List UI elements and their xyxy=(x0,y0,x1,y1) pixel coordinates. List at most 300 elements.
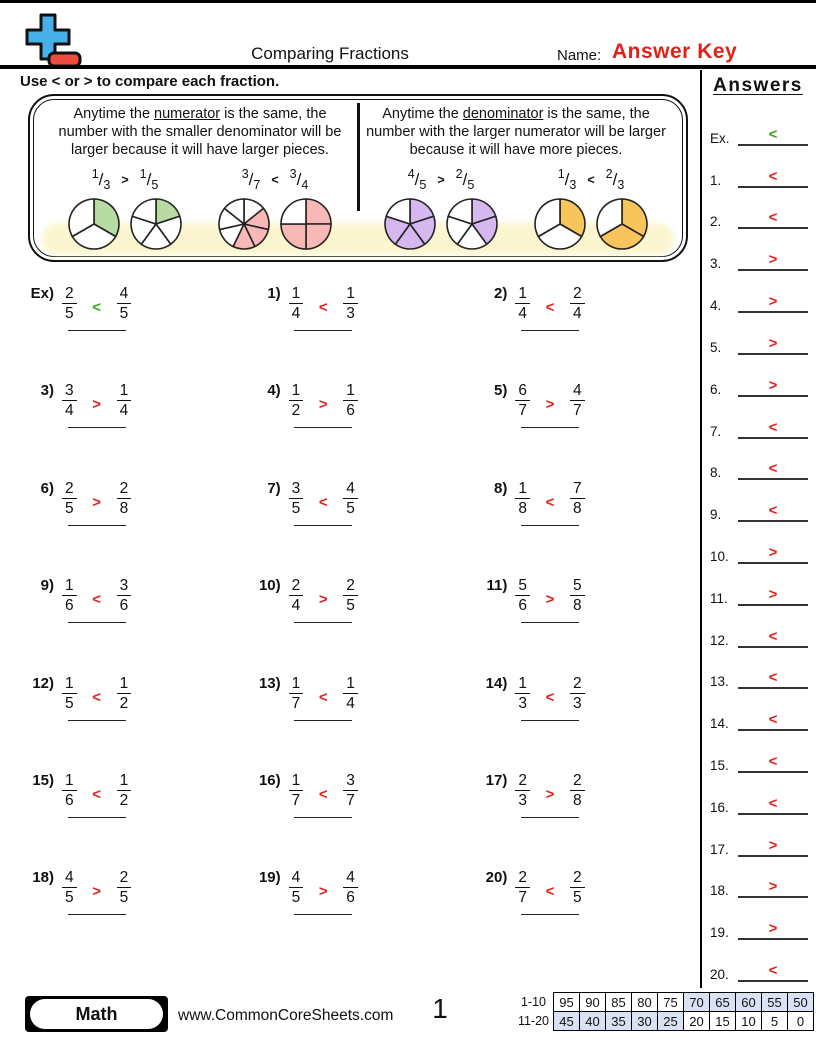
numerator: 1 xyxy=(291,382,301,400)
fraction xyxy=(515,381,530,420)
answer-symbol: < xyxy=(768,209,778,227)
numerator: 2 xyxy=(572,771,582,789)
score-value: 80 xyxy=(632,993,658,1012)
denominator: 6 xyxy=(62,790,77,810)
fraction xyxy=(62,479,77,518)
score-value: 30 xyxy=(632,1012,658,1031)
answer-number: 12. xyxy=(710,632,729,648)
score-value: 20 xyxy=(684,1012,710,1031)
score-value: 50 xyxy=(788,993,814,1012)
fraction xyxy=(343,284,358,323)
answer-number: 1. xyxy=(710,172,722,188)
denominator: 5 xyxy=(570,887,585,907)
score-value: 15 xyxy=(710,1012,736,1031)
numerator: 3 xyxy=(241,166,249,181)
fraction xyxy=(343,868,358,907)
answer-number: 18. xyxy=(710,883,729,899)
answer-line xyxy=(738,665,808,689)
numerator: 3 xyxy=(119,577,129,595)
denominator: 7 xyxy=(515,400,530,420)
numerator: 2 xyxy=(572,869,582,887)
answer-symbol: > xyxy=(768,878,778,896)
problem xyxy=(245,771,472,868)
pie-chart-2-of-3 xyxy=(595,197,649,251)
comparison-answer: < xyxy=(92,688,102,706)
answer-symbol: < xyxy=(768,711,778,729)
numerator: 1 xyxy=(65,577,74,595)
answer-line xyxy=(738,958,808,982)
answer-line xyxy=(738,373,808,397)
fraction-slash: / xyxy=(414,169,420,189)
numerator: 1 xyxy=(65,771,74,789)
grading-table xyxy=(518,992,814,1031)
answer-line xyxy=(738,247,808,271)
denominator: 5 xyxy=(62,887,77,907)
pie-chart-1-of-5 xyxy=(129,197,183,251)
answer-line xyxy=(738,540,808,564)
problem xyxy=(18,284,245,381)
denominator: 2 xyxy=(117,790,132,810)
denominator: 5 xyxy=(343,595,358,615)
numerator: 1 xyxy=(346,382,355,400)
problem xyxy=(471,674,698,771)
answer-line xyxy=(738,498,808,522)
answer-line xyxy=(738,833,808,857)
answer-item xyxy=(704,317,810,359)
answer-number: 17. xyxy=(710,841,729,857)
info-half-left xyxy=(42,106,358,256)
denominator: 4 xyxy=(570,303,585,323)
numerator: 1 xyxy=(291,674,301,692)
answer-line xyxy=(738,624,808,648)
score-value: 70 xyxy=(684,993,710,1012)
answer-number: 3. xyxy=(710,256,722,272)
answer-item xyxy=(704,693,810,735)
comparison-answer: > xyxy=(545,591,555,609)
numerator: 2 xyxy=(605,166,613,181)
answer-number: 15. xyxy=(710,758,729,773)
answer-symbol: < xyxy=(768,794,778,812)
problem-number: 1) xyxy=(267,285,281,302)
fraction xyxy=(117,868,132,907)
instruction-text: Use < or > to compare each fraction. xyxy=(20,73,280,90)
comparison-answer: < xyxy=(545,493,555,511)
answer-line xyxy=(738,331,808,355)
answer-item xyxy=(704,359,810,401)
answer-number: 2. xyxy=(710,214,722,230)
answer-symbol: > xyxy=(768,836,778,854)
problem xyxy=(18,674,245,771)
numerator: 1 xyxy=(119,674,129,692)
answer-item xyxy=(704,150,810,192)
denominator: 4 xyxy=(515,303,530,323)
answer-item xyxy=(704,819,810,861)
denominator: 8 xyxy=(570,790,585,810)
score-value: 90 xyxy=(580,993,606,1012)
denominator: 3 xyxy=(343,303,358,323)
answer-number: 4. xyxy=(710,298,722,314)
fraction xyxy=(570,674,585,713)
comparison-answer: > xyxy=(545,396,555,414)
fraction xyxy=(289,674,304,713)
inline-fraction xyxy=(557,166,577,192)
denominator: 2 xyxy=(117,693,132,713)
numerator: 3 xyxy=(346,771,355,789)
pie-row xyxy=(383,197,499,251)
answer-symbol: < xyxy=(768,669,778,687)
answer-item xyxy=(704,902,810,944)
answer-item xyxy=(704,652,810,694)
pie-chart-icon xyxy=(67,197,121,251)
name-label: Name: xyxy=(557,47,602,64)
problem-number: 3) xyxy=(40,382,54,400)
score-value: 65 xyxy=(710,993,736,1012)
denominator: 7 xyxy=(289,693,304,713)
fraction xyxy=(570,284,585,323)
numerator: 1 xyxy=(346,674,355,692)
denominator: 4 xyxy=(289,303,304,323)
problem-number: 13) xyxy=(258,674,281,692)
pie-chart-icon xyxy=(383,197,437,251)
answer-item xyxy=(704,484,810,526)
problem xyxy=(18,479,245,576)
problem-number: 5) xyxy=(493,382,508,400)
numerator: 1 xyxy=(557,166,565,181)
hint-box xyxy=(28,94,688,262)
numerator: 1 xyxy=(518,285,527,302)
score-value: 95 xyxy=(554,993,580,1012)
denominator: 5 xyxy=(62,303,77,323)
answer-number: 11. xyxy=(710,590,728,606)
numerator: 1 xyxy=(291,771,301,789)
answer-key-label: Answer Key xyxy=(612,40,738,63)
score-row xyxy=(518,1012,814,1031)
numerator: 4 xyxy=(346,479,355,497)
pie-chart-1-of-3 xyxy=(533,197,587,251)
comparison-answer: < xyxy=(545,688,555,706)
answer-item xyxy=(704,944,810,986)
problem-number: 11) xyxy=(486,577,508,595)
answer-item xyxy=(704,192,810,234)
pie-chart-4-of-5 xyxy=(383,197,437,251)
denominator: 7 xyxy=(253,177,261,192)
fraction-slash: / xyxy=(462,169,468,189)
answer-line xyxy=(738,122,808,146)
info-half-right xyxy=(358,106,674,256)
answer-symbol: > xyxy=(768,251,778,269)
pie-row xyxy=(217,197,333,251)
problem-number: 18) xyxy=(32,869,54,887)
fraction xyxy=(289,868,304,907)
comparison-answer: < xyxy=(545,299,555,316)
answer-symbol: > xyxy=(768,376,778,394)
problem-number: 16) xyxy=(258,771,281,789)
problem xyxy=(18,868,245,965)
problem-number: 17) xyxy=(485,771,508,789)
denominator: 5 xyxy=(62,693,77,713)
answer-line xyxy=(738,874,808,898)
inline-fraction xyxy=(241,166,261,192)
score-range-label: 1-10 xyxy=(520,995,546,1009)
score-range-label: 11-20 xyxy=(517,1014,549,1028)
numerator: 2 xyxy=(346,577,355,595)
denominator: 6 xyxy=(515,595,530,615)
comparison-answer: > xyxy=(545,785,555,803)
answer-number: 5. xyxy=(710,339,722,355)
answer-line xyxy=(738,582,808,606)
denominator: 7 xyxy=(570,400,585,420)
fraction-slash: / xyxy=(296,169,302,189)
answer-line xyxy=(738,791,808,815)
inline-fraction xyxy=(455,166,475,192)
score-value: 5 xyxy=(762,1012,788,1031)
problem xyxy=(245,479,472,576)
comparison-answer: < xyxy=(92,299,102,316)
numerator: 7 xyxy=(572,479,582,497)
fraction xyxy=(117,479,132,518)
numerator: 4 xyxy=(572,382,582,400)
example-group xyxy=(383,164,499,251)
problem-number: 7) xyxy=(267,479,281,497)
fraction xyxy=(515,674,530,713)
numerator: 5 xyxy=(518,577,527,595)
answer-symbol: < xyxy=(768,418,778,436)
numerator: 3 xyxy=(65,382,74,400)
numerator: 2 xyxy=(291,577,301,595)
numerator: 2 xyxy=(518,771,527,789)
example-comparison xyxy=(558,164,625,196)
score-row xyxy=(518,993,814,1012)
denominator: 2 xyxy=(289,400,304,420)
problem xyxy=(471,284,698,381)
denominator: 3 xyxy=(515,790,530,810)
website-url: www.CommonCoreSheets.com xyxy=(178,1007,394,1024)
answer-number: 7. xyxy=(710,423,722,439)
answer-item xyxy=(704,401,810,443)
numerator: 2 xyxy=(572,674,582,692)
score-value: 40 xyxy=(580,1012,606,1031)
denominator: 3 xyxy=(103,177,111,192)
denominator: 3 xyxy=(569,177,577,192)
answer-symbol: < xyxy=(768,460,778,478)
denominator: 3 xyxy=(515,693,530,713)
denominator: 5 xyxy=(151,177,159,192)
answer-symbol: < xyxy=(768,753,778,770)
answer-number: 9. xyxy=(710,507,722,523)
score-value: 0 xyxy=(788,1012,814,1031)
numerator: 2 xyxy=(572,285,582,302)
example-comparison xyxy=(408,164,475,196)
problem xyxy=(245,381,472,478)
denominator: 5 xyxy=(117,887,132,907)
fraction xyxy=(289,381,304,420)
numerator: 6 xyxy=(518,382,527,400)
answer-line xyxy=(738,749,808,773)
denominator: 3 xyxy=(617,177,625,192)
answer-number: 13. xyxy=(710,674,729,690)
score-value: 55 xyxy=(762,993,788,1012)
score-value: 45 xyxy=(554,1012,580,1031)
answer-line xyxy=(738,164,808,188)
problem-number: 4) xyxy=(267,382,281,400)
fraction xyxy=(515,868,530,907)
pie-chart-3-of-7 xyxy=(217,197,271,251)
inline-fraction xyxy=(407,166,427,192)
fraction xyxy=(515,284,530,323)
problem xyxy=(18,576,245,673)
fraction xyxy=(117,771,132,810)
answer-symbol: < xyxy=(768,962,778,980)
denominator: 4 xyxy=(62,400,77,420)
inline-fraction xyxy=(289,166,309,192)
fraction xyxy=(62,868,77,907)
inline-fraction xyxy=(605,166,625,192)
comparison-answer: > xyxy=(92,396,102,414)
problem-number: 10) xyxy=(258,577,281,595)
numerator: 1 xyxy=(65,674,74,692)
comparison-answer: < xyxy=(318,299,328,316)
numerator: 4 xyxy=(119,285,129,302)
denominator: 8 xyxy=(570,595,585,615)
comparison-answer: < xyxy=(318,785,328,803)
denominator: 3 xyxy=(570,693,585,713)
problem xyxy=(18,381,245,478)
denominator: 6 xyxy=(62,595,77,615)
score-value: 60 xyxy=(736,993,762,1012)
score-value: 35 xyxy=(606,1012,632,1031)
fraction-slash: / xyxy=(98,169,104,189)
answer-symbol: > xyxy=(768,543,778,561)
denominator: 5 xyxy=(117,303,132,323)
numerator: 1 xyxy=(518,674,527,692)
problem-number: 6) xyxy=(40,479,54,497)
numerator: 2 xyxy=(119,479,129,497)
plus-minus-logo-icon xyxy=(22,12,84,70)
score-value: 25 xyxy=(658,1012,684,1031)
answers-title: Answers xyxy=(713,75,803,96)
problem xyxy=(471,771,698,868)
fraction xyxy=(570,479,585,518)
answer-number: 8. xyxy=(710,465,722,481)
example-group xyxy=(533,164,649,251)
rule-text-denominator: Anytime the denominator is the same, the number with the larger numerator will be larger because it will have more pieces. xyxy=(366,106,666,158)
problem-number: 2) xyxy=(493,285,508,302)
example-comparison xyxy=(92,164,159,196)
comparison-answer: > xyxy=(92,883,102,901)
numerator: 2 xyxy=(518,869,527,887)
subject-label: Math xyxy=(30,999,163,1029)
problem xyxy=(18,771,245,868)
answer-line xyxy=(738,916,808,940)
numerator: 3 xyxy=(291,479,301,497)
answer-item xyxy=(704,610,810,652)
fraction xyxy=(62,674,77,713)
fraction xyxy=(62,284,77,323)
example-group xyxy=(67,164,183,251)
problem xyxy=(245,576,472,673)
pie-chart-icon xyxy=(595,197,649,251)
fraction xyxy=(343,771,358,810)
answer-number: 19. xyxy=(710,925,729,941)
fraction xyxy=(515,771,530,810)
pie-chart-icon xyxy=(445,197,499,251)
fraction-slash: / xyxy=(248,169,254,189)
denominator: 8 xyxy=(515,498,530,518)
numerator: 1 xyxy=(518,479,527,497)
problem xyxy=(471,381,698,478)
denominator: 8 xyxy=(117,498,132,518)
fraction xyxy=(117,381,132,420)
numerator: 2 xyxy=(119,869,129,887)
rule-text-numerator: Anytime the numerator is the same, the number with the smaller denominator will be larger because it will have larger pieces. xyxy=(58,106,342,158)
page-number: 1 xyxy=(432,993,448,1024)
problems-grid xyxy=(18,284,698,966)
score-value: 75 xyxy=(658,993,684,1012)
fraction xyxy=(570,576,585,615)
denominator: 4 xyxy=(301,177,309,192)
denominator: 5 xyxy=(467,177,475,192)
pie-chart-icon xyxy=(279,197,333,251)
numerator: 1 xyxy=(291,285,301,302)
page-top-border xyxy=(0,0,816,3)
fraction xyxy=(289,479,304,518)
answer-item xyxy=(704,443,810,485)
answer-symbol: > xyxy=(768,293,778,311)
fraction xyxy=(289,576,304,615)
problem-number: 8) xyxy=(493,479,508,497)
problem-number: 12) xyxy=(32,674,54,692)
fraction xyxy=(62,381,77,420)
answer-number: 20. xyxy=(710,967,729,983)
denominator: 6 xyxy=(117,595,132,615)
score-value: 85 xyxy=(606,993,632,1012)
answer-symbol: < xyxy=(768,502,778,520)
denominator: 4 xyxy=(343,693,358,713)
numerator: 2 xyxy=(65,285,74,302)
example-comparison xyxy=(242,164,309,196)
denominator: 7 xyxy=(515,887,530,907)
denominator: 4 xyxy=(117,400,132,420)
answer-symbol: > xyxy=(768,920,778,938)
answer-number: 16. xyxy=(710,799,729,815)
numerator: 3 xyxy=(289,166,297,181)
fraction xyxy=(117,674,132,713)
fraction xyxy=(117,284,132,323)
fraction xyxy=(289,284,304,323)
comparison-symbol: > xyxy=(121,172,129,187)
info-groups xyxy=(366,162,666,256)
answer-item xyxy=(704,735,810,777)
fraction xyxy=(343,674,358,713)
problem xyxy=(471,576,698,673)
answer-item xyxy=(704,861,810,903)
fraction xyxy=(343,479,358,518)
answer-number: 14. xyxy=(710,716,729,732)
problem-number: 20) xyxy=(485,869,508,887)
comparison-answer: > xyxy=(318,883,328,901)
problem xyxy=(245,674,472,771)
comparison-answer: < xyxy=(92,785,102,803)
denominator: 5 xyxy=(289,498,304,518)
pie-row xyxy=(533,197,649,251)
comparison-symbol: < xyxy=(271,172,279,187)
answer-symbol: > xyxy=(768,585,778,603)
fraction xyxy=(289,771,304,810)
info-groups xyxy=(50,162,350,256)
comparison-answer: > xyxy=(92,493,102,511)
numerator: 1 xyxy=(119,771,129,789)
answer-line xyxy=(738,456,808,480)
